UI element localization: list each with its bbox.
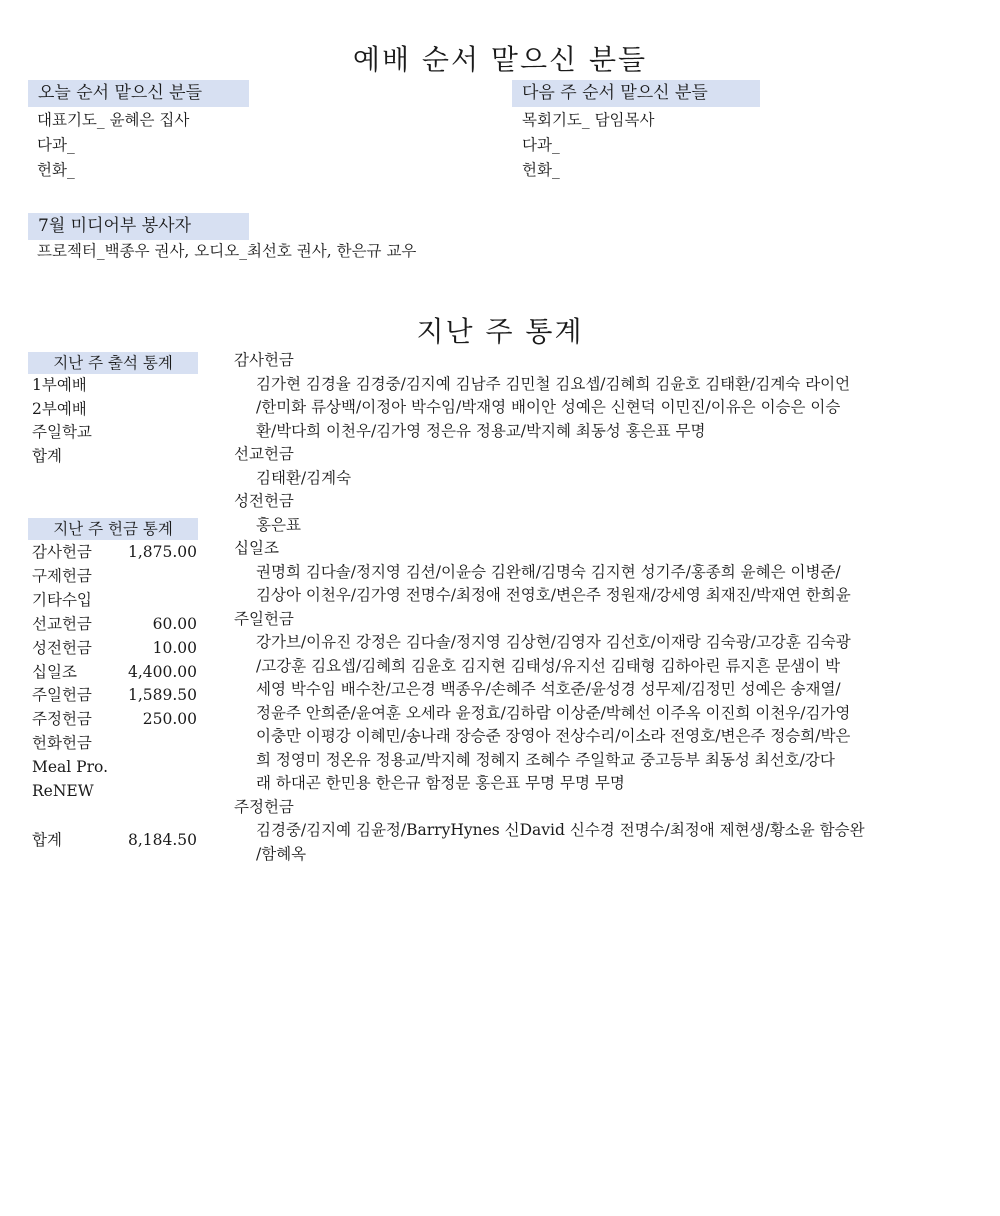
offering-label: Meal Pro.	[32, 758, 108, 777]
offering-value: 4,400.00	[127, 662, 197, 681]
donor-list	[234, 349, 964, 866]
donor-names-line: 래 하대곤 한민용 한은규 함정문 홍은표 무명 무명 무명	[256, 774, 625, 792]
offering-value: 60.00	[152, 614, 197, 633]
attendance-row	[32, 421, 197, 445]
today-item: 대표기도_ 윤혜은 집사	[37, 111, 190, 129]
donor-category: 선교헌금	[234, 445, 294, 463]
media-header: 7월 미디어부 봉사자	[28, 213, 249, 240]
donor-names-line: 강가브/이유진 강정은 김다솔/정지영 김상현/김영자 김선호/이재랑 김숙광/고강훈 김숙광	[256, 633, 851, 651]
donor-category: 감사헌금	[234, 351, 294, 369]
next-week-item: 다과_	[522, 136, 560, 154]
stats-title: 지난 주 통계	[416, 315, 584, 348]
offering-row	[32, 780, 197, 804]
donor-names-line: /고강훈 김요셉/김혜희 김윤호 김지현 김태성/유지선 김태형 김하아린 류지흔 문샘이 박	[256, 656, 841, 675]
next-week-list	[522, 108, 654, 183]
donor-category: 성전헌금	[234, 492, 294, 510]
today-item: 다과_	[37, 136, 75, 154]
offering-row	[32, 613, 197, 637]
offering-label: 주일헌금	[32, 686, 92, 705]
donor-category: 십일조	[234, 539, 279, 557]
donor-category: 주일헌금	[234, 609, 294, 628]
offering-row	[32, 589, 197, 613]
next-week-item: 헌화_	[522, 161, 560, 179]
offering-label: ReNEW	[32, 782, 94, 800]
offering-label: 성전헌금	[32, 638, 92, 657]
donor-names-line: /함혜옥	[256, 844, 307, 863]
offering-label: 구제헌금	[32, 566, 92, 585]
donor-names-line: 김가현 김경율 김경중/김지예 김남주 김민철 김요셉/김혜희 김윤호 김태환/김계숙 라이언	[256, 374, 851, 393]
offering-label: 주정헌금	[32, 710, 92, 729]
donor-names-line: 세영 박수임 배수찬/고은경 백종우/손혜주 석호준/윤성경 성무제/김정민 성예은 송재열/	[256, 680, 841, 698]
offering-row	[32, 756, 197, 780]
attendance-header: 지난 주 출석 통계	[28, 352, 198, 374]
today-header: 오늘 순서 맡으신 분들	[28, 80, 249, 107]
offering-row	[32, 637, 197, 661]
attendance-row	[32, 398, 197, 422]
donor-names-line: 이충만 이평강 이혜민/송나래 장승준 장영아 전상수리/이소라 전영호/변은주 정승희/박은	[256, 727, 851, 745]
offering-total-value: 8,184.50	[127, 831, 197, 849]
donor-category: 주정헌금	[234, 797, 294, 816]
offering-label: 기타수입	[32, 590, 92, 609]
donor-names-line: 희 정영미 정온유 정용교/박지혜 정혜지 조혜수 주일학교 중고등부 최동성 최선호/강다	[256, 750, 835, 769]
donor-names-line: 김경중/김지예 김윤정/BarryHynes 신David 신수경 전명수/최정애 제현생/황소윤 함승완	[256, 821, 865, 839]
media-volunteers: 프로젝터_백종우 권사, 오디오_최선호 권사, 한은규 교우	[37, 242, 417, 260]
offering-row	[32, 684, 197, 708]
today-item: 헌화_	[37, 161, 75, 179]
attendance-label: 주일학교	[32, 423, 92, 441]
next-week-item: 목회기도_ 담임목사	[522, 111, 655, 129]
offering-label: 헌화헌금	[32, 734, 92, 753]
offering-value: 250.00	[142, 710, 197, 729]
donor-names-line: 김상아 이천우/김가영 전명수/최정애 전영호/변은주 정원재/강세영 최재진/박재연 한희윤	[256, 586, 851, 604]
donor-names-line: 정윤주 안희준/윤여훈 오세라 윤정효/김하람 이상준/박혜선 이주옥 이진희 이천우/김가영	[256, 703, 851, 722]
offering-value: 1,589.50	[127, 686, 197, 705]
donor-names-line: 권명희 김다솔/정지영 김션/이윤승 김완해/김명숙 김지현 성기주/홍종희 윤혜은 이병준/	[256, 562, 841, 581]
attendance-label: 1부예배	[32, 376, 87, 394]
offering-header: 지난 주 헌금 통계	[28, 518, 198, 540]
offering-label: 선교헌금	[32, 614, 92, 633]
offering-value: 10.00	[152, 638, 197, 657]
offering-label: 감사헌금	[32, 543, 92, 561]
donor-names-line: 환/박다희 이천우/김가영 정은유 정용교/박지혜 최동성 홍은표 무명	[256, 421, 706, 440]
offering-total-label: 합계	[32, 831, 62, 849]
donor-names-line: 홍은표	[256, 515, 301, 534]
offering-row	[32, 541, 197, 565]
donor-names-line: /한미화 류상백/이정아 박수임/박재영 배이안 성예은 신현덕 이민진/이유은 이승은 이승	[256, 398, 841, 416]
page-title: 예배 순서 맡으신 분들	[352, 43, 648, 76]
next-week-header: 다음 주 순서 맡으신 분들	[512, 80, 760, 107]
attendance-row	[32, 445, 197, 469]
donor-names-line: 김태환/김계숙	[256, 468, 352, 487]
offering-value: 1,875.00	[127, 543, 197, 561]
attendance-label: 2부예배	[32, 399, 87, 418]
offering-row	[32, 565, 197, 589]
today-list	[37, 108, 189, 183]
offering-row	[32, 661, 197, 685]
attendance-row	[32, 374, 197, 398]
offering-row	[32, 732, 197, 756]
offering-label: 십일조	[32, 662, 77, 681]
attendance-label: 합계	[32, 446, 62, 465]
offering-total-row	[32, 829, 197, 853]
offering-row	[32, 708, 197, 732]
